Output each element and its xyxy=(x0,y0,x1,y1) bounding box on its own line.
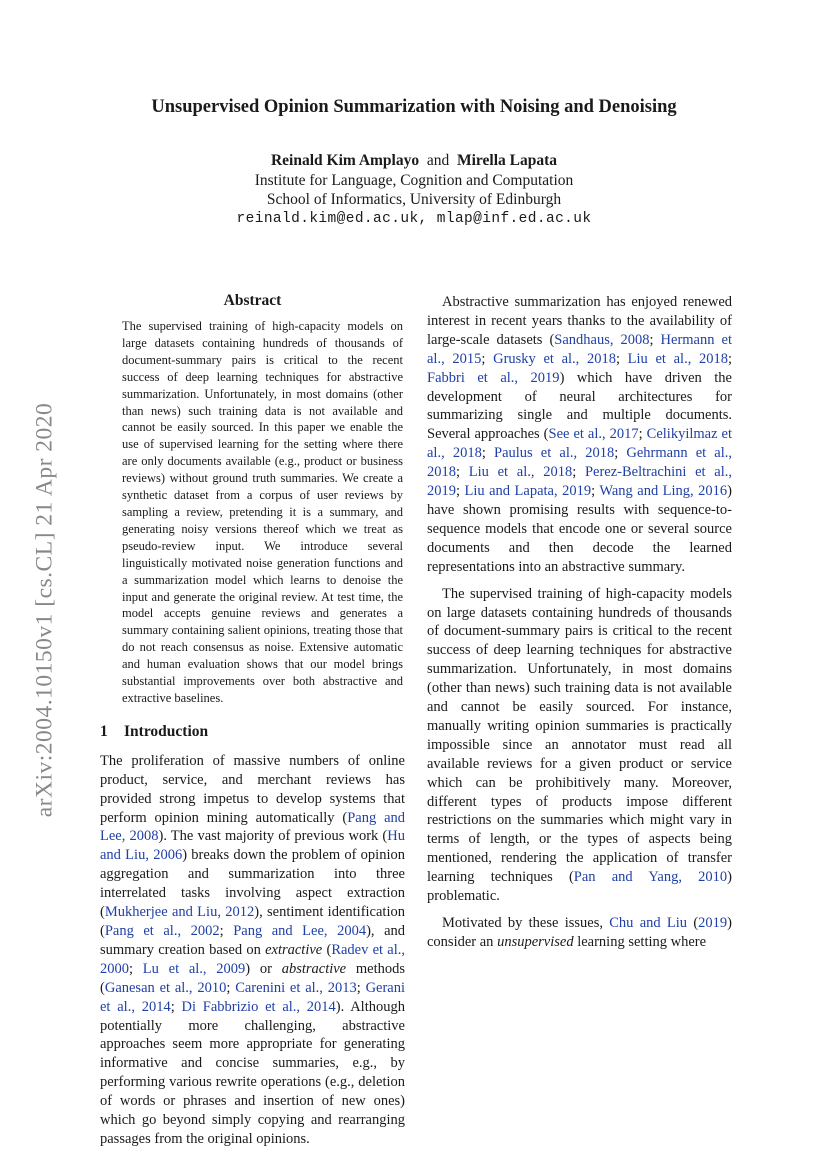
author-conjunction: and xyxy=(426,152,450,169)
intro-paragraph-1 xyxy=(100,752,405,1149)
citation-link[interactable]: Mukherjee and Liu, 2012 xyxy=(104,904,255,921)
author-emails: reinald.kim@ed.ac.uk, mlap@inf.ed.ac.uk xyxy=(236,210,592,227)
citation-link[interactable]: Hu and Liu, 2006 xyxy=(100,828,405,864)
citation-link[interactable]: See et al., 2017 xyxy=(548,426,639,443)
author-block xyxy=(0,151,828,229)
intro-paragraph-4 xyxy=(427,914,732,952)
author-name: Reinald Kim Amplayo xyxy=(270,152,420,169)
citation-link[interactable]: Sandhaus, 2008 xyxy=(554,331,650,348)
paragraph-text: ; xyxy=(170,998,182,1015)
citation-link[interactable]: Ganesan et al., 2010 xyxy=(104,979,227,996)
paragraph-text: ( xyxy=(687,915,699,931)
paragraph-text: Motivated by these issues, xyxy=(442,915,610,931)
arxiv-identifier: arXiv:2004.10150v1 [cs.CL] 21 Apr 2020 xyxy=(31,402,58,818)
arxiv-stamp xyxy=(25,365,65,855)
paragraph-text: ( xyxy=(322,941,332,958)
paragraph-text: ) problematic. xyxy=(427,869,733,905)
citation-link[interactable]: Wang and Ling, 2016 xyxy=(599,483,728,500)
citation-link[interactable]: Pang and Lee, 2004 xyxy=(233,923,367,939)
left-column xyxy=(100,291,405,1149)
paragraph-text: ; xyxy=(481,350,494,367)
paragraph-text: ) or xyxy=(245,960,282,977)
citation-link[interactable]: Radev et al., 2000 xyxy=(100,941,405,977)
right-column xyxy=(427,293,732,952)
paragraph-text: ; xyxy=(456,483,465,500)
paragraph-text: ; xyxy=(591,483,600,500)
emphasized-text: unsupervised xyxy=(497,933,574,950)
section-heading-introduction xyxy=(100,722,405,742)
citation-link[interactable]: Pang et al., 2002 xyxy=(104,923,220,939)
citation-link[interactable]: Gerani et al., 2014 xyxy=(100,979,406,1015)
paragraph-text: ; xyxy=(129,960,143,977)
citation-link[interactable]: 2019 xyxy=(698,915,728,931)
intro-paragraph-3 xyxy=(427,585,732,906)
affiliation-line: School of Informatics, University of Edinburgh xyxy=(266,191,562,208)
citation-link[interactable]: Liu et al., 2018 xyxy=(468,464,573,481)
paragraph-text: ; xyxy=(356,979,366,996)
paragraph-text: learning setting where xyxy=(573,933,707,950)
paragraph-text: The proliferation of massive numbers of online product, service, and merchant reviews has provided strong impetus to develop systems that perform opinion mining automatically ( xyxy=(100,752,405,826)
citation-link[interactable]: Liu and Lapata, 2019 xyxy=(464,483,592,500)
paragraph-text: ) which have driven the development of neural architectures for summarizing single and multiple documents. Several approaches ( xyxy=(427,369,732,443)
paragraph-text: ; xyxy=(219,923,234,939)
citation-link[interactable]: Liu et al., 2018 xyxy=(627,350,728,367)
paragraph-text: ; xyxy=(638,426,647,443)
paragraph-text: ) have shown promising results with sequence-to-sequence models that encode one or several source documents and then decode the learned representations into an abstractive summary. xyxy=(427,483,732,575)
citation-link[interactable]: Pang and Lee, 2008 xyxy=(100,809,405,845)
abstract-heading: Abstract xyxy=(223,292,282,309)
citation-link[interactable]: Gehrmann et al., 2018 xyxy=(427,445,732,481)
paragraph-text: ; xyxy=(649,331,661,348)
citation-link[interactable]: Fabbri et al., 2019 xyxy=(427,369,560,386)
citation-link[interactable]: Chu and Liu xyxy=(609,915,688,931)
citation-link[interactable]: Carenini et al., 2013 xyxy=(235,979,357,996)
citation-link[interactable]: Grusky et al., 2018 xyxy=(493,350,616,367)
paragraph-text: ; xyxy=(226,979,236,996)
paragraph-text: The supervised training of high-capacity models on large datasets containing hundreds of thousands of document-summary pairs is critical to the recent success of deep learning techniques for abstractive summarization. Unfortunately, in most domains (other than news) such training data is not available and cannot be easily sourced. For instance, manually writing opinion summaries is practically impossible since an annotator must read all available reviews for a given product or service which can be prohibitively many. Moreover, different types of products impose different restrictions on the summaries which might vary in terms of length, or the types of aspects being mentioned, rendering the application of transfer learning techniques ( xyxy=(427,585,732,886)
citation-link[interactable]: Paulus et al., 2018 xyxy=(494,445,615,462)
paper-title: Unsupervised Opinion Summarization with Noising and Denoising xyxy=(151,97,677,117)
paragraph-text: ; xyxy=(615,350,628,367)
paragraph-text: ; xyxy=(614,445,627,462)
citation-link[interactable]: Di Fabbrizio et al., 2014 xyxy=(181,998,336,1015)
intro-paragraph-2 xyxy=(427,293,732,577)
paragraph-text: ; xyxy=(727,350,733,367)
citation-link[interactable]: Hermann et al., 2015 xyxy=(427,331,732,367)
section-number: 1 xyxy=(100,722,108,740)
paragraph-text: ), and summary creation based on xyxy=(100,923,405,958)
citation-link[interactable]: Perez-Beltrachini et al., 2019 xyxy=(427,464,733,500)
paragraph-text: ; xyxy=(572,464,585,481)
section-title: Introduction xyxy=(124,722,209,740)
citation-link[interactable]: Pan and Yang, 2010 xyxy=(573,869,728,886)
citation-link[interactable]: Celikyilmaz et al., 2018 xyxy=(427,426,732,462)
affiliation-line: Institute for Language, Cognition and Computation xyxy=(254,171,574,189)
author-name: Mirella Lapata xyxy=(457,152,558,169)
paragraph-text: ; xyxy=(456,464,469,481)
emphasized-text: extractive xyxy=(265,941,323,958)
paragraph-text: Abstractive summarization has enjoyed renewed interest in recent years thanks to the availability of large-scale datasets ( xyxy=(427,294,732,348)
paragraph-text: ), sentiment identification ( xyxy=(100,904,405,939)
author-line xyxy=(0,151,828,171)
paragraph-text: ; xyxy=(481,445,494,462)
paragraph-text: ) consider an xyxy=(427,915,732,950)
paragraph-text: ). The vast majority of previous work ( xyxy=(158,828,388,845)
paragraph-text: ). Although potentially more challenging, abstractive approaches seem more appropriate for generating informative and concise summaries, e.g., by performing various rewrite operations (e.g., deletion of words or phrases and insertion of new ones) which go beyond simply copying and rearranging passages from the original opinions. xyxy=(100,998,405,1147)
paragraph-text: methods ( xyxy=(100,960,405,996)
abstract-text: The supervised training of high-capacity models on large datasets containing hundreds of thousands of document-summary pairs is critical to the recent success of deep learning techniques for abstractive summarization. Unfortunately, in most domains (other than news) such training data is not available and cannot be easily sourced. In this paper we enable the use of supervised learning for the setting where there are only documents available (e.g., product or business reviews) without ground truth summaries. We create a synthetic dataset from a corpus of user reviews by sampling a review, pretending it is a summary, and generating noisy versions thereof which we treat as pseudo-review input. We introduce several linguistically motivated noise generation functions and a summarization model which learns to denoise the input and generate the original review. At test time, the model accepts genuine reviews and generates a summary containing salient opinions, treating those that do not reach consensus as noise. Extensive automatic and human evaluation shows that our model brings substantial improvements over both abstractive and extractive baselines. xyxy=(122,319,403,705)
emphasized-text: abstractive xyxy=(281,960,347,977)
paragraph-text: ) breaks down the problem of opinion aggregation and summarization into three interrelated tasks involving aspect extraction ( xyxy=(100,847,405,921)
citation-link[interactable]: Lu et al., 2009 xyxy=(142,960,246,977)
